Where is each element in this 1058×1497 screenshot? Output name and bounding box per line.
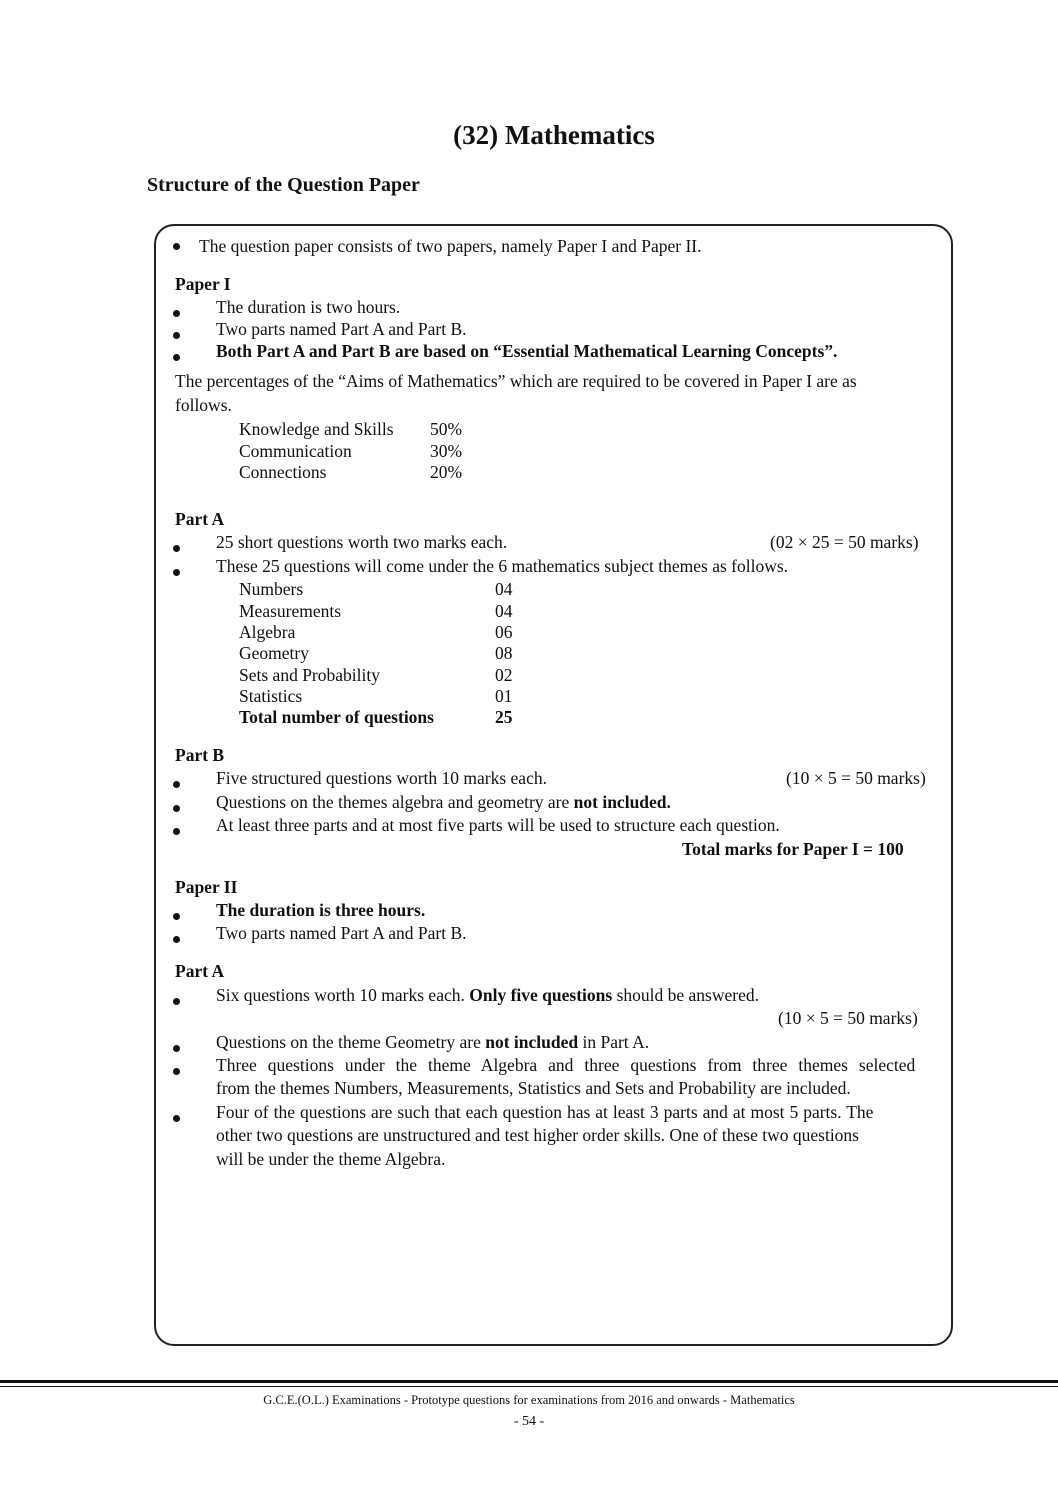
aim-value: 20% (430, 462, 463, 482)
aim-value: 50% (430, 419, 463, 439)
total-questions-label: Total number of questions (239, 707, 434, 727)
bullet-icon (173, 913, 180, 920)
paper1-bullet: Both Part A and Part B are based on “Essential Mathematical Learning Concepts”. (216, 341, 838, 361)
marks-label: (02 × 25 = 50 marks) (770, 532, 919, 552)
text-run: should be answered. (612, 985, 759, 1005)
bullet-icon (173, 1045, 180, 1052)
part-a-bullet: 25 short questions worth two marks each. (216, 532, 508, 552)
aim-label: Connections (239, 462, 327, 482)
text-run: Questions on the theme Geometry are (216, 1032, 486, 1052)
theme-value: 08 (495, 643, 513, 663)
bullet-icon (173, 805, 180, 812)
bullet-icon (173, 828, 180, 835)
marks-label: (10 × 5 = 50 marks) (778, 1008, 918, 1028)
aim-label: Knowledge and Skills (239, 419, 394, 439)
theme-value: 04 (495, 601, 513, 621)
paper2-heading: Paper II (175, 877, 238, 897)
emphasis-text: not included (485, 1032, 579, 1052)
part-b-bullet (216, 791, 671, 813)
text-run: Six questions worth 10 marks each. (216, 985, 470, 1005)
aim-label: Communication (239, 441, 352, 461)
aim-value: 30% (430, 441, 463, 461)
theme-label: Numbers (239, 579, 304, 599)
aims-text: follows. (175, 395, 232, 415)
paper2-part-a-bullet: Four of the questions are such that each question has at least 3 parts and at most 5 parts. The (216, 1102, 874, 1122)
marks-label: (10 × 5 = 50 marks) (786, 768, 926, 788)
part-a-bullet: These 25 questions will come under the 6 mathematics subject themes as follows. (216, 556, 789, 576)
bullet-icon (173, 545, 180, 552)
text-run: Questions on the themes algebra and geometry are (216, 792, 574, 812)
bullet-icon (173, 243, 180, 250)
emphasis-text: not included. (573, 792, 671, 812)
paper2-part-a-bullet: Three questions under the theme Algebra and three questions from three themes selected (216, 1055, 916, 1075)
bullet-icon (173, 1068, 180, 1075)
paper2-bullet: The duration is three hours. (216, 900, 426, 920)
paper2-part-a-bullet: from the themes Numbers, Measurements, Statistics and Sets and Probability are included. (216, 1078, 851, 1098)
theme-label: Measurements (239, 601, 342, 621)
theme-label: Algebra (239, 622, 296, 642)
paper1-bullet: The duration is two hours. (216, 297, 401, 317)
theme-label: Geometry (239, 643, 309, 663)
theme-value: 02 (495, 665, 513, 685)
paper2-part-a-bullet (216, 1031, 649, 1053)
theme-value: 06 (495, 622, 513, 642)
paper2-part-a-bullet: will be under the theme Algebra. (216, 1149, 446, 1169)
footer-rule (0, 1386, 1058, 1387)
text-run: in Part A. (578, 1032, 650, 1052)
part-a-heading: Part A (175, 509, 225, 529)
emphasis-text: Only five questions (469, 985, 613, 1005)
bullet-icon (173, 936, 180, 943)
bullet-icon (173, 781, 180, 788)
page-title: (32) Mathematics (453, 120, 655, 150)
paper2-part-a-bullet (216, 984, 759, 1006)
part-b-heading: Part B (175, 745, 225, 765)
aims-text: The percentages of the “Aims of Mathematics” which are required to be covered in Paper I are as (175, 371, 857, 391)
footer-text: G.C.E.(O.L.) Examinations - Prototype questions for examinations from 2016 and onwards - Mathematics (263, 1393, 795, 1407)
bullet-icon (173, 354, 180, 361)
paper2-part-a-bullet: other two questions are unstructured and test higher order skills. One of these two questions (216, 1125, 859, 1145)
part-b-bullet: At least three parts and at most five parts will be used to structure each question. (216, 815, 780, 835)
paper1-total: Total marks for Paper I = 100 (682, 839, 904, 859)
bullet-icon (173, 1115, 180, 1122)
bullet-icon (173, 310, 180, 317)
paper2-bullet: Two parts named Part A and Part B. (216, 923, 467, 943)
part-b-bullet: Five structured questions worth 10 marks each. (216, 768, 547, 788)
theme-value: 01 (495, 686, 513, 706)
theme-value: 04 (495, 579, 513, 599)
paper1-bullet: Two parts named Part A and Part B. (216, 319, 467, 339)
theme-label: Sets and Probability (239, 665, 380, 685)
theme-label: Statistics (239, 686, 303, 706)
footer-rule (0, 1380, 1058, 1383)
bullet-icon (173, 998, 180, 1005)
paper1-heading: Paper I (175, 274, 231, 294)
intro-text: The question paper consists of two papers, namely Paper I and Paper II. (199, 236, 702, 256)
page-number: - 54 - (513, 1414, 545, 1429)
bullet-icon (173, 332, 180, 339)
bullet-icon (173, 569, 180, 576)
paper2-part-a-heading: Part A (175, 961, 225, 981)
section-heading: Structure of the Question Paper (147, 174, 420, 196)
total-questions-value: 25 (495, 707, 513, 727)
